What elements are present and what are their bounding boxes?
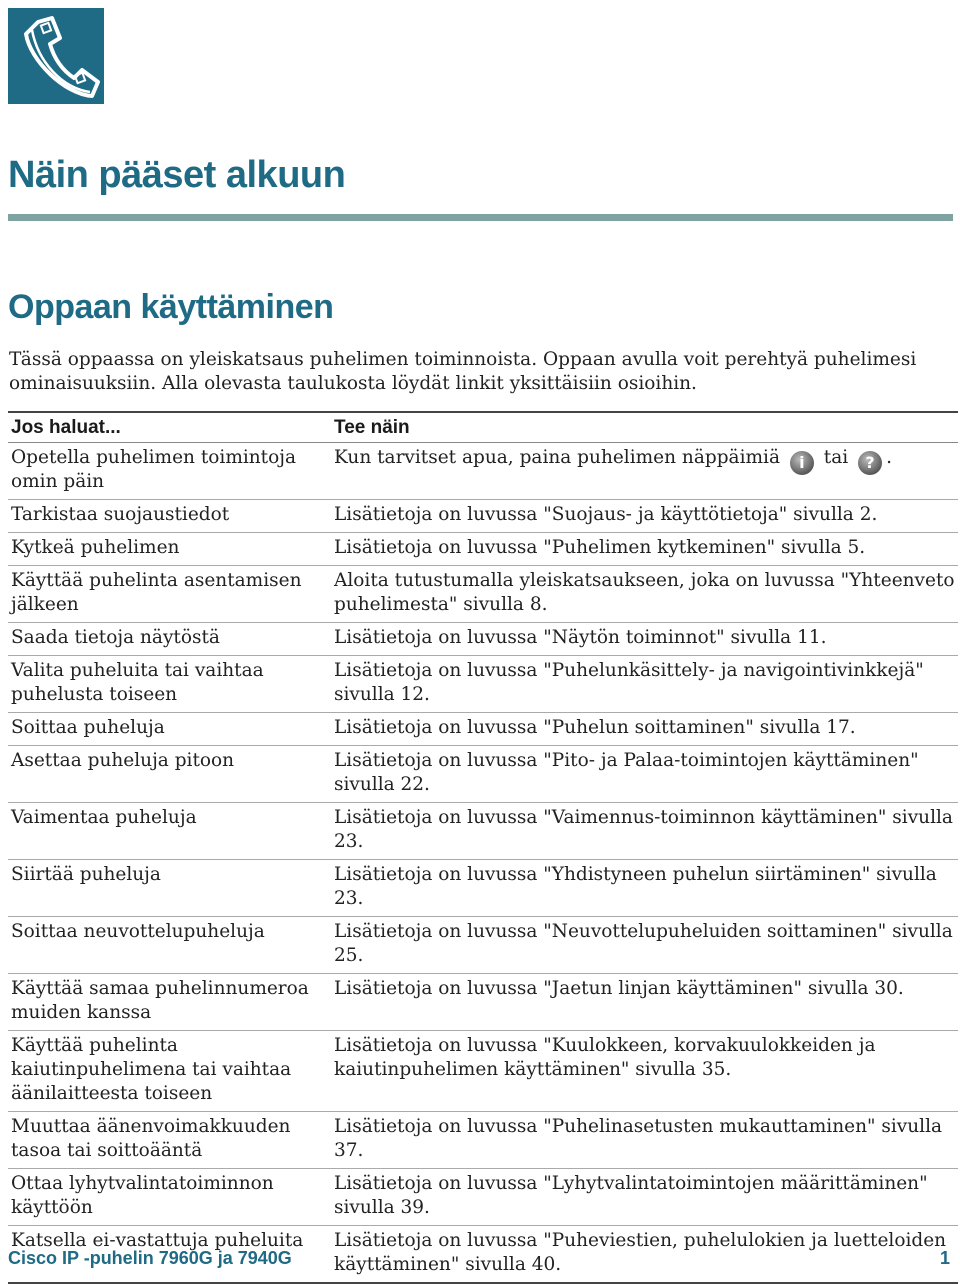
row-want-cell: Käyttää puhelinta kaiutinpuhelimena tai vaihtaa äänilaitteesta toiseen <box>8 1031 331 1112</box>
row-do-cell[interactable]: Lisätietoja on luvussa "Puhelinasetusten mukauttaminen" sivulla 37. <box>331 1112 958 1169</box>
row-do-cell[interactable]: Lisätietoja on luvussa "Yhdistyneen puhelun siirtäminen" sivulla 23. <box>331 860 958 917</box>
table-row <box>8 656 958 713</box>
row-want-cell: Vaimentaa puheluja <box>8 803 331 860</box>
row-do-cell[interactable]: Lisätietoja on luvussa "Näytön toiminnot" sivulla 11. <box>331 623 958 656</box>
footer-title: Cisco IP -puhelin 7960G ja 7940G <box>8 1248 292 1268</box>
row-want-cell: Ottaa lyhytvalintatoiminnon käyttöön <box>8 1169 331 1226</box>
intro-paragraph: Tässä oppaassa on yleiskatsaus puhelimen toiminnoista. Oppaan avulla voit perehtyä puhelimesi ominaisuuksiin. Alla olevasta taulukosta löydät linkit yksittäisiin osioihin. <box>9 349 917 394</box>
row-want-cell: Soittaa neuvottelupuheluja <box>8 917 331 974</box>
table-row <box>8 1031 958 1112</box>
table-row <box>8 443 958 500</box>
row-want-cell: Siirtää puheluja <box>8 860 331 917</box>
column-header-want: Jos haluat... <box>8 412 331 443</box>
column-header-do: Tee näin <box>331 412 958 443</box>
row-want-cell: Käyttää puhelinta asentamisen jälkeen <box>8 566 331 623</box>
row-want-cell: Opetella puhelimen toimintoja omin päin <box>8 443 331 500</box>
table-header-row <box>8 412 958 443</box>
row-want-cell: Katsella ei-vastattuja puheluita <box>11 1230 304 1251</box>
help-text-or: tai <box>823 447 849 468</box>
row-do-cell[interactable]: Lisätietoja on luvussa "Puhelimen kytkeminen" sivulla 5. <box>331 533 958 566</box>
row-want-cell: Valita puheluita tai vaihtaa puhelusta toiseen <box>8 656 331 713</box>
row-do-cell[interactable]: Lisätietoja on luvussa "Kuulokkeen, korvakuulokkeiden ja kaiutinpuhelimen käyttäminen" sivulla 35. <box>331 1031 958 1112</box>
help-question-icon: ? <box>858 451 882 475</box>
table-row <box>8 623 958 656</box>
table-row <box>8 1169 958 1226</box>
table-row <box>8 1112 958 1169</box>
row-want-cell: Soittaa puheluja <box>8 713 331 746</box>
row-do-cell <box>331 443 958 500</box>
info-icon: i <box>790 451 814 475</box>
row-want-cell: Kytkeä puhelimen <box>8 533 331 566</box>
help-text-suffix: . <box>886 447 892 468</box>
table-row <box>8 566 958 623</box>
table-row <box>8 713 958 746</box>
row-want-cell: Saada tietoja näytöstä <box>8 623 331 656</box>
row-do-cell[interactable]: Lisätietoja on luvussa "Lyhytvalintatoimintojen määrittäminen" sivulla 39. <box>331 1169 958 1226</box>
table-row <box>8 803 958 860</box>
row-want-cell: Tarkistaa suojaustiedot <box>8 500 331 533</box>
page-number: 1 <box>939 1248 950 1268</box>
table-row <box>8 533 958 566</box>
row-do-cell[interactable]: Lisätietoja on luvussa "Puheviestien, puhelulokien ja luetteloiden käyttäminen" sivulla 40. <box>334 1230 947 1275</box>
row-do-cell[interactable]: Aloita tutustumalla yleiskatsaukseen, joka on luvussa "Yhteenveto puhelimesta" sivulla 8. <box>331 566 958 623</box>
page-title: Näin pääset alkuun <box>8 154 346 196</box>
table-row <box>8 860 958 917</box>
row-do-cell[interactable]: Lisätietoja on luvussa "Suojaus- ja käyttötietoja" sivulla 2. <box>331 500 958 533</box>
guide-table <box>8 411 958 1284</box>
row-do-cell[interactable]: Lisätietoja on luvussa "Puhelunkäsittely- ja navigointivinkkejä" sivulla 12. <box>331 656 958 713</box>
row-do-cell[interactable]: Lisätietoja on luvussa "Neuvottelupuheluiden soittaminen" sivulla 25. <box>331 917 958 974</box>
row-do-cell[interactable]: Lisätietoja on luvussa "Vaimennus-toiminnon käyttäminen" sivulla 23. <box>331 803 958 860</box>
row-want-cell: Asettaa puheluja pitoon <box>8 746 331 803</box>
row-do-cell[interactable]: Lisätietoja on luvussa "Pito- ja Palaa-toimintojen käyttäminen" sivulla 22. <box>331 746 958 803</box>
row-do-cell[interactable]: Lisätietoja on luvussa "Puhelun soittaminen" sivulla 17. <box>331 713 958 746</box>
title-rule <box>8 214 953 221</box>
table-row <box>8 974 958 1031</box>
section-title: Oppaan käyttäminen <box>8 288 334 326</box>
table-row <box>8 500 958 533</box>
row-want-cell: Käyttää samaa puhelinnumeroa muiden kanssa <box>8 974 331 1031</box>
table-row <box>8 746 958 803</box>
help-text-prefix: Kun tarvitset apua, paina puhelimen näppäimiä <box>334 447 780 468</box>
cisco-phone-handset-icon <box>8 8 104 104</box>
row-do-cell[interactable]: Lisätietoja on luvussa "Jaetun linjan käyttäminen" sivulla 30. <box>331 974 958 1031</box>
row-want-cell: Muuttaa äänenvoimakkuuden tasoa tai soittoääntä <box>8 1112 331 1169</box>
table-row <box>8 917 958 974</box>
